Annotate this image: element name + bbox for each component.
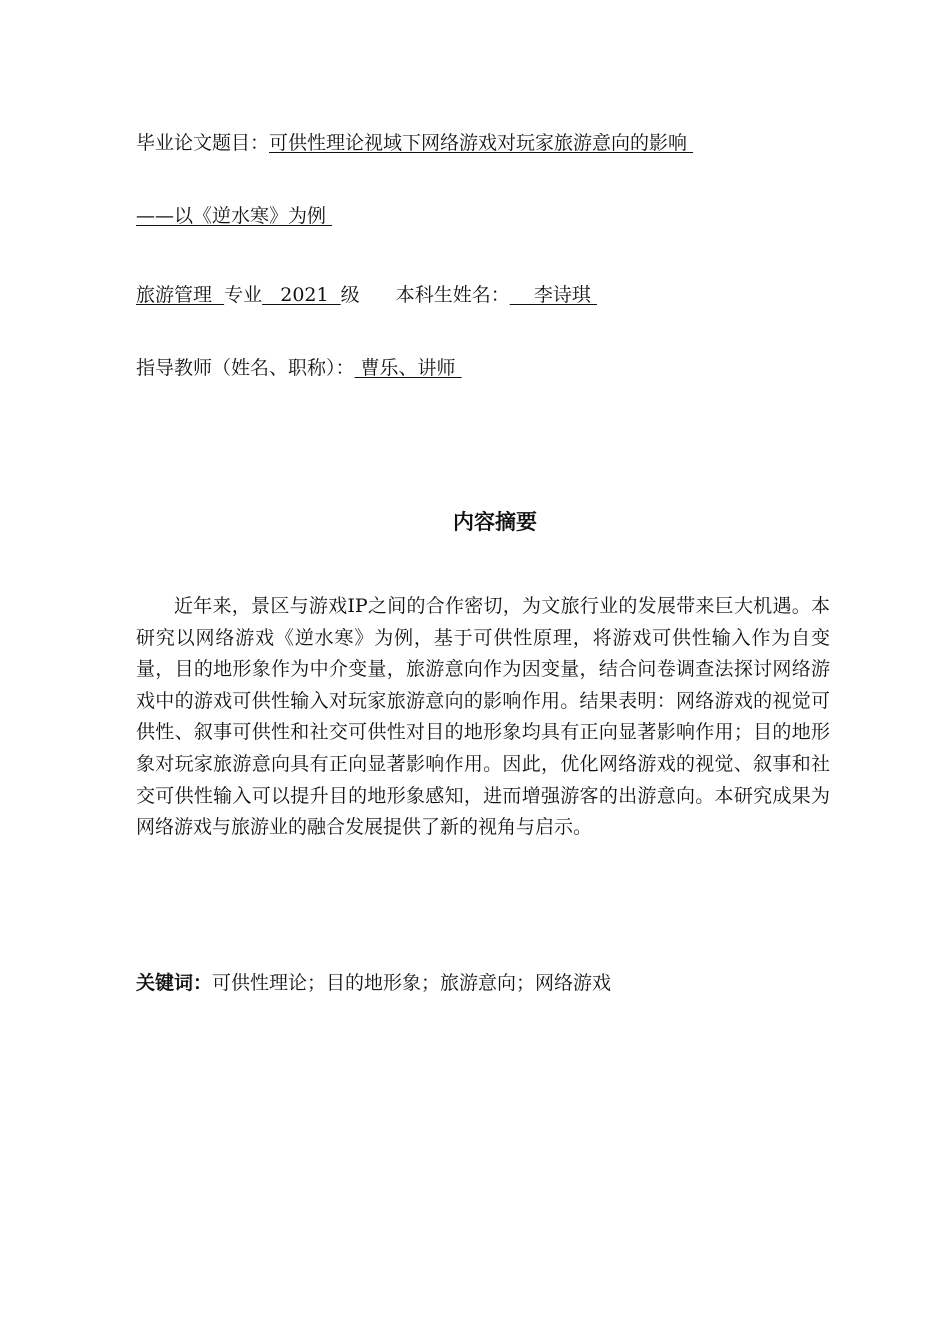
thesis-subtitle: ——以《逆水寒》为例 [136, 205, 333, 227]
student-label: 本科生姓名： [395, 284, 510, 306]
advisor-label: 指导教师（姓名、职称）： [136, 357, 355, 379]
keywords-text: 可供性理论；目的地形象；旅游意向；网络游戏 [212, 972, 612, 994]
student-info-line [136, 283, 597, 307]
title-label: 毕业论文题目： [136, 132, 270, 154]
year-value: 2021 [262, 284, 341, 306]
thesis-title: 可供性理论视域下网络游戏对玩家旅游意向的影响 [269, 132, 694, 154]
major-label: 专业 [224, 284, 263, 306]
keywords-label: 关键词： [136, 972, 213, 994]
abstract-heading: 内容摘要 [453, 510, 537, 534]
abstract-body: 近年来，景区与游戏IP之间的合作密切，为文旅行业的发展带来巨大机遇。本研究以网络游戏《逆水寒》为例，基于可供性原理，将游戏可供性输入作为自变量，目的地形象作为中介变量，旅游意向作为因变量，结合问卷调查法探讨网络游戏中的游戏可供性输入对玩家旅游意向的影响作用。结果表明：网络游戏的视觉可供性、叙事可供性和社交可供性对目的地形象均具有正向显著影响作用；目的地形象对玩家旅游意向具有正向显著影响作用。因此，优化网络游戏的视觉、叙事和社交可供性输入可以提升目的地形象感知，进而增强游客的出游意向。本研究成果为网络游戏与旅游业的融合发展提供了新的视角与启示。 [136, 595, 830, 839]
year-label: 级 [340, 284, 360, 306]
advisor-line [136, 356, 462, 380]
keywords-line [136, 970, 611, 996]
advisor-value: 曹乐、讲师 [354, 357, 462, 379]
title-line [136, 131, 693, 155]
subtitle-line [136, 204, 332, 228]
major-value: 旅游管理 [136, 284, 225, 306]
student-name: 李诗琪 [509, 284, 597, 306]
